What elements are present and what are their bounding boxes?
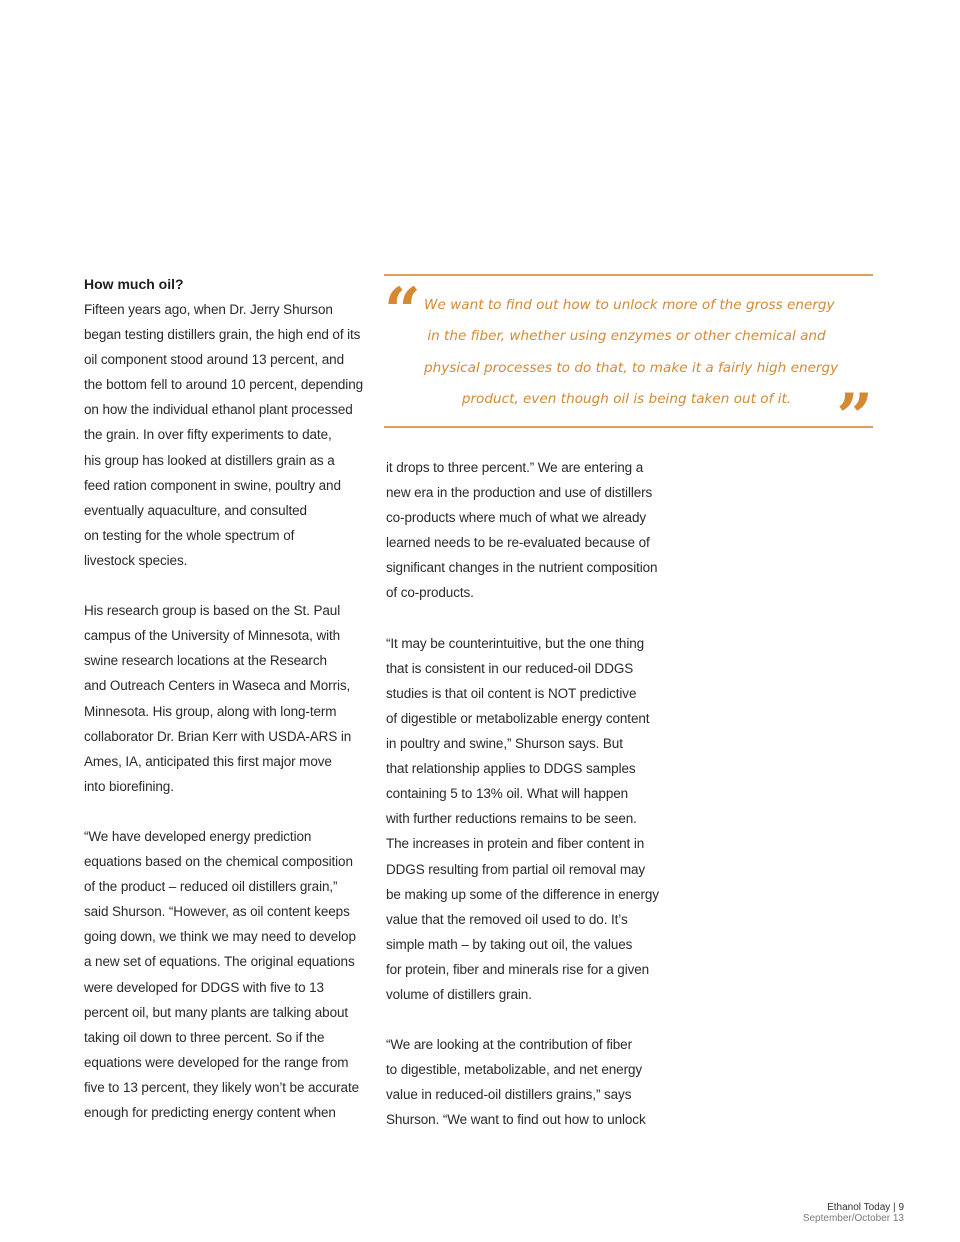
text-line: value that the removed oil used to do. It’s — [386, 911, 628, 927]
text-line: for protein, fiber and minerals rise for a given — [386, 961, 650, 977]
paragraph-gap — [84, 573, 359, 598]
issue-date: September/October 13 — [802, 1213, 904, 1224]
section-heading: How much oil? — [84, 276, 184, 292]
text-line: swine research locations at the Research — [84, 653, 327, 669]
open-quote-icon: “ — [384, 274, 421, 349]
text-line: five to 13 percent, they likely won’t be accurate — [84, 1079, 360, 1095]
text-line: “We have developed energy prediction — [84, 828, 312, 844]
text-line: significant changes in the nutrient composition — [386, 560, 658, 576]
text-line: and Outreach Centers in Waseca and Morris, — [84, 678, 351, 694]
paragraph-gap — [84, 799, 359, 824]
text-line: with further reductions remains to be seen. — [386, 811, 637, 827]
pull-quote-line: We want to find out how to unlock more of the gross energy — [424, 297, 835, 313]
text-line: His research group is based on the St. Paul — [84, 603, 341, 619]
text-line: that is consistent in our reduced-oil DDGS — [386, 660, 634, 676]
text-line: campus of the University of Minnesota, with — [84, 628, 341, 644]
text-line: his group has looked at distillers grain as a — [84, 452, 335, 468]
left-column-body — [84, 297, 364, 1125]
text-line: co-products where much of what we already — [386, 510, 647, 526]
paragraph — [386, 455, 661, 606]
pull-quote-line: physical processes to do that, to make it a fairly high energy — [424, 359, 839, 376]
paragraph-gap — [386, 606, 661, 631]
text-line: new era in the production and use of distillers — [386, 485, 653, 501]
text-line: were developed for DDGS with five to 13 — [84, 979, 324, 995]
text-line: simple math – by taking out oil, the values — [386, 936, 633, 952]
page-number: 9 — [898, 1202, 904, 1213]
text-line: a new set of equations. The original equations — [84, 954, 355, 970]
page-footer — [803, 1202, 904, 1224]
text-line: of co-products. — [386, 585, 474, 601]
text-line: “It may be counterintuitive, but the one thing — [386, 635, 645, 651]
text-line: that relationship applies to DDGS samples — [386, 761, 636, 777]
text-line: of digestible or metabolizable energy content — [386, 710, 650, 726]
paragraph — [386, 631, 661, 1007]
text-line: learned needs to be re-evaluated because of — [386, 535, 650, 551]
text-line: going down, we think we may need to develop — [84, 929, 356, 945]
text-line: “We are looking at the contribution of fiber — [386, 1037, 632, 1053]
right-column — [386, 455, 661, 1133]
text-line: containing 5 to 13% oil. What will happen — [386, 786, 629, 802]
text-line: into biorefining. — [84, 778, 174, 794]
footer-separator: | — [893, 1202, 896, 1213]
text-line: studies is that oil content is NOT predictive — [386, 685, 637, 701]
text-line: of the product – reduced oil distillers grain,” — [84, 879, 338, 895]
text-line: it drops to three percent.” We are entering a — [386, 460, 644, 475]
text-line: the bottom fell to around 10 percent, depending — [84, 377, 364, 393]
text-line: Ames, IA, anticipated this first major move — [84, 753, 332, 769]
magazine-name: Ethanol Today — [827, 1202, 891, 1213]
text-line: DDGS resulting from partial oil removal may — [386, 861, 646, 877]
close-quote-icon: ” — [836, 380, 873, 455]
text-line: Fifteen years ago, when Dr. Jerry Shurson — [84, 302, 333, 317]
text-line: Minnesota. His group, along with long-term — [84, 703, 337, 719]
text-line: eventually aquaculture, and consulted — [84, 502, 307, 518]
text-line: Shurson. “We want to find out how to unlock — [386, 1112, 646, 1128]
text-line: the grain. In over fifty experiments to date, — [84, 427, 332, 443]
text-line: volume of distillers grain. — [386, 986, 532, 1002]
pull-quote-line: product, even though oil is being taken out of it. — [461, 391, 792, 408]
text-line: to digestible, metabolizable, and net energy — [386, 1062, 643, 1078]
text-line: said Shurson. “However, as oil content keeps — [84, 904, 350, 920]
text-line: be making up some of the difference in energy — [386, 886, 659, 902]
text-line: enough for predicting energy content when — [84, 1105, 336, 1120]
pull-quote-line: in the fiber, whether using enzymes or other chemical and — [427, 328, 826, 345]
paragraph — [84, 824, 359, 1125]
text-line: in poultry and swine,” Shurson says. But — [386, 736, 623, 752]
left-column — [84, 272, 364, 1125]
text-line: equations based on the chemical composition — [84, 854, 353, 870]
text-line: The increases in protein and fiber content in — [386, 836, 645, 852]
paragraph-gap — [386, 1007, 661, 1032]
text-line: taking oil down to three percent. So if the — [84, 1029, 325, 1045]
text-line: equations were developed for the range from — [84, 1054, 349, 1070]
text-line: on testing for the whole spectrum of — [84, 527, 295, 543]
text-line: collaborator Dr. Brian Kerr with USDA-ARS in — [84, 728, 352, 744]
pull-quote — [384, 274, 873, 455]
text-line: value in reduced-oil distillers grains,” says — [386, 1087, 632, 1103]
text-line: on how the individual ethanol plant processed — [84, 402, 353, 418]
pull-quote-text — [424, 290, 839, 416]
text-line: livestock species. — [84, 552, 188, 568]
paragraph — [84, 598, 359, 799]
text-line: began testing distillers grain, the high end of its — [84, 327, 361, 343]
paragraph — [84, 297, 364, 573]
text-line: feed ration component in swine, poultry and — [84, 477, 341, 493]
text-line: percent oil, but many plants are talking about — [84, 1004, 349, 1020]
paragraph — [386, 1032, 661, 1132]
text-line: oil component stood around 13 percent, and — [84, 352, 344, 368]
